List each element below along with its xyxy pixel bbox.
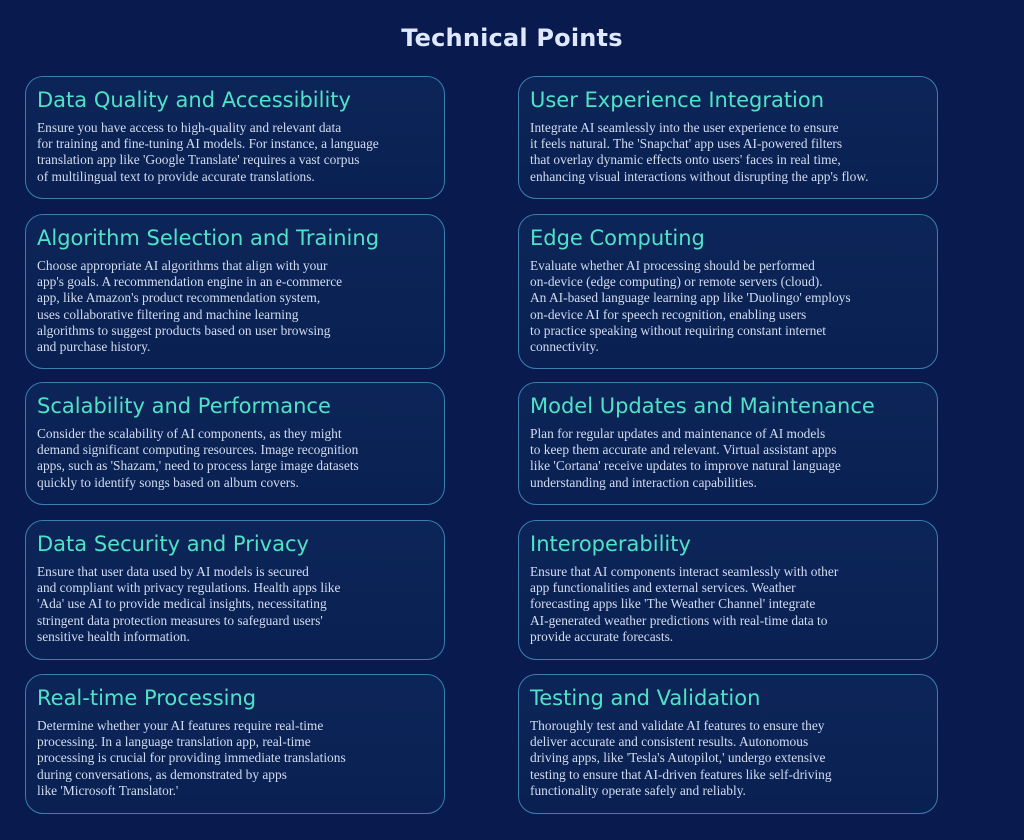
card-text-line: and purchase history. bbox=[37, 339, 151, 355]
card-text-line: understanding and interaction capabilities. bbox=[530, 474, 757, 490]
card-text-line: Thoroughly test and validate AI features to ensure they bbox=[530, 718, 825, 733]
card-description bbox=[530, 564, 925, 645]
card-title: Model Updates and Maintenance bbox=[530, 394, 875, 418]
card-text-line: processing is crucial for providing immediate translations bbox=[37, 750, 346, 766]
card-description bbox=[37, 120, 432, 185]
card-text-line: Consider the scalability of AI components, as they might bbox=[37, 426, 342, 441]
card-text-line: for training and fine-tuning AI models. For instance, a language bbox=[37, 136, 379, 152]
card-text-line: Plan for regular updates and maintenance of AI models bbox=[530, 426, 826, 441]
card-title: Data Quality and Accessibility bbox=[37, 88, 351, 112]
card-text-line: quickly to identify songs based on album covers. bbox=[37, 474, 299, 490]
card-text-line: apps, such as 'Shazam,' need to process large image datasets bbox=[37, 458, 359, 474]
card-text-line: app's goals. A recommendation engine in an e-commerce bbox=[37, 274, 343, 290]
card-text-line: Choose appropriate AI algorithms that align with your bbox=[37, 258, 328, 273]
card-title: Data Security and Privacy bbox=[37, 532, 309, 556]
card-title: Real-time Processing bbox=[37, 686, 257, 710]
card-text-line: of multilingual text to provide accurate translations. bbox=[37, 168, 315, 184]
card-user-experience bbox=[518, 76, 938, 199]
card-description bbox=[530, 120, 925, 185]
card-text-line: demand significant computing resources. Image recognition bbox=[37, 442, 359, 458]
card-description bbox=[37, 564, 432, 645]
card-text-line: AI-generated weather predictions with real-time data to bbox=[530, 612, 828, 628]
card-text-line: it feels natural. The 'Snapchat' app uses AI-powered filters bbox=[530, 136, 843, 152]
card-text-line: to keep them accurate and relevant. Virtual assistant apps bbox=[530, 442, 837, 458]
card-text-line: Determine whether your AI features require real-time bbox=[37, 718, 324, 733]
card-title: Edge Computing bbox=[530, 226, 705, 250]
card-description bbox=[530, 258, 925, 355]
card-text-line: forecasting apps like 'The Weather Channel' integrate bbox=[530, 596, 816, 612]
card-text-line: provide accurate forecasts. bbox=[530, 628, 674, 644]
card-text-line: translation app like 'Google Translate' requires a vast corpus bbox=[37, 152, 360, 168]
card-scalability bbox=[25, 382, 445, 505]
card-text-line: on-device AI for speech recognition, enabling users bbox=[530, 306, 807, 322]
card-text-line: on-device (edge computing) or remote servers (cloud). bbox=[530, 274, 823, 290]
card-title: Testing and Validation bbox=[530, 686, 761, 710]
card-model-updates bbox=[518, 382, 938, 505]
card-text-line: algorithms to suggest products based on user browsing bbox=[37, 322, 331, 338]
card-text-line: 'Ada' use AI to provide medical insights, necessitating bbox=[37, 596, 327, 612]
card-text-line: like 'Microsoft Translator.' bbox=[37, 782, 179, 798]
card-text-line: stringent data protection measures to safeguard users' bbox=[37, 612, 323, 628]
card-text-line: like 'Cortana' receive updates to improve natural language bbox=[530, 458, 841, 474]
card-text-line: Ensure that user data used by AI models is secured bbox=[37, 564, 309, 579]
card-text-line: Evaluate whether AI processing should be performed bbox=[530, 258, 815, 273]
card-text-line: sensitive health information. bbox=[37, 628, 190, 644]
card-interoperability bbox=[518, 520, 938, 660]
card-text-line: that overlay dynamic effects onto users' faces in real time, bbox=[530, 152, 841, 168]
card-title: User Experience Integration bbox=[530, 88, 825, 112]
card-data-quality bbox=[25, 76, 445, 199]
card-title: Scalability and Performance bbox=[37, 394, 331, 418]
card-testing-validation bbox=[518, 674, 938, 814]
card-text-line: connectivity. bbox=[530, 339, 599, 355]
card-edge-computing bbox=[518, 214, 938, 369]
card-text-line: and compliant with privacy regulations. Health apps like bbox=[37, 580, 341, 596]
card-text-line: Ensure that AI components interact seamlessly with other bbox=[530, 564, 839, 579]
card-text-line: processing. In a language translation app, real-time bbox=[37, 734, 311, 750]
card-text-line: functionality operate safely and reliably. bbox=[530, 782, 746, 798]
page-title: Technical Points bbox=[401, 24, 623, 52]
card-text-line: Ensure you have access to high-quality and relevant data bbox=[37, 120, 342, 135]
card-data-security bbox=[25, 520, 445, 660]
card-algorithm-selection bbox=[25, 214, 445, 369]
card-title: Algorithm Selection and Training bbox=[37, 226, 380, 250]
card-real-time-processing bbox=[25, 674, 445, 814]
card-title: Interoperability bbox=[530, 532, 691, 556]
card-text-line: uses collaborative filtering and machine learning bbox=[37, 306, 299, 322]
card-text-line: testing to ensure that AI-driven features like self-driving bbox=[530, 766, 832, 782]
card-text-line: app, like Amazon's product recommendation system, bbox=[37, 290, 321, 306]
card-text-line: Integrate AI seamlessly into the user experience to ensure bbox=[530, 120, 839, 135]
card-description bbox=[37, 718, 432, 799]
card-text-line: to practice speaking without requiring constant internet bbox=[530, 322, 826, 338]
card-description bbox=[37, 258, 432, 355]
card-text-line: during conversations, as demonstrated by apps bbox=[37, 766, 287, 782]
card-text-line: driving apps, like 'Tesla's Autopilot,' undergo extensive bbox=[530, 750, 826, 766]
card-text-line: An AI-based language learning app like 'Duolingo' employs bbox=[530, 290, 851, 306]
card-description bbox=[530, 426, 925, 491]
card-text-line: enhancing visual interactions without disrupting the app's flow. bbox=[530, 168, 869, 184]
card-text-line: deliver accurate and consistent results. Autonomous bbox=[530, 734, 809, 750]
card-text-line: app functionalities and external services. Weather bbox=[530, 580, 796, 596]
card-description bbox=[37, 426, 432, 491]
card-description bbox=[530, 718, 925, 799]
